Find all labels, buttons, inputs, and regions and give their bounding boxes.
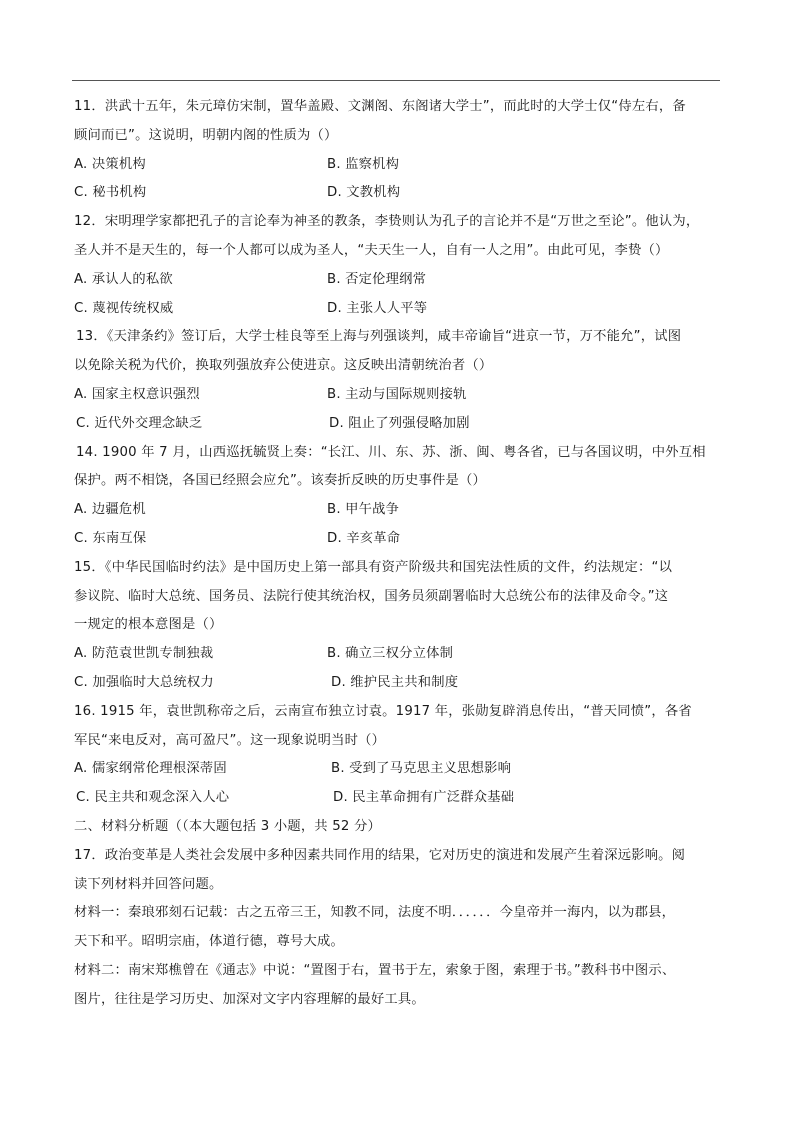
option-b: B. 否定伦理纲常: [327, 271, 427, 287]
options-row: [74, 755, 724, 784]
material-2-line: 材料二：南宋郑樵曾在《通志》中说：“置图于右，置书于左，索象于图，索理于书。”教科书中图示、: [74, 962, 676, 978]
question-11: [74, 93, 724, 208]
option-b: B. 甲午战争: [327, 502, 400, 518]
options-row: [74, 381, 724, 410]
options-row: [74, 496, 724, 525]
option-d: D. 维护民主共和制度: [331, 674, 459, 690]
question-stem-line: 13．《天津条约》签订后，大学士桂良等至上海与列强谈判，咸丰帝谕旨“进京一节，万不能允”，试图: [76, 329, 682, 345]
option-d: D. 辛亥革命: [327, 530, 401, 546]
options-row: [74, 525, 724, 554]
option-a: A. 承认人的私欲: [74, 271, 173, 287]
section-2: [74, 813, 724, 1015]
question-stem-line: 以免除关税为代价，换取列强放弃公使进京。这反映出清朝统治者（）: [74, 358, 493, 374]
page-content: [74, 93, 724, 1015]
question-stem-line: 14. 1900 年 7 月，山西巡抚毓贤上奏：“长江、川、东、苏、浙、闽、粤各省，已与各国议明，中外互相: [76, 444, 706, 460]
option-c: C. 秘书机构: [74, 185, 147, 201]
option-c: C. 民主共和观念深入人心: [76, 790, 230, 806]
question-14: [74, 439, 724, 554]
question-stem-line: 一规定的根本意图是（）: [74, 617, 223, 633]
option-a: A. 边疆危机: [74, 502, 146, 518]
question-stem-line: 16. 1915 年，袁世凯称帝之后，云南宣布独立讨袁。1917 年，张勋复辟消息传出，“普天同愤”，各省: [74, 703, 692, 719]
question-13: [74, 323, 724, 438]
question-stem-line: 参议院、临时大总统、国务员、法院行使其统治权，国务员须副署临时大总统公布的法律及命令。”这: [74, 588, 669, 604]
option-a: A. 儒家纲常伦理根深蒂固: [74, 761, 227, 777]
option-c: C. 加强临时大总统权力: [74, 674, 214, 690]
options-row: [74, 410, 724, 439]
option-b: B. 确立三权分立体制: [327, 646, 454, 662]
option-a: A. 决策机构: [74, 156, 146, 172]
option-c: C. 东南互保: [74, 530, 147, 546]
option-a: A. 国家主权意识强烈: [74, 386, 200, 402]
material-1-line: 天下和平。昭明宗庙，体道行德，尊号大成。: [74, 934, 344, 950]
option-d: D. 文教机构: [327, 185, 401, 201]
options-row: [74, 669, 724, 698]
option-a: A. 防范袁世凯专制独裁: [74, 646, 214, 662]
option-d: D. 主张人人平等: [327, 300, 428, 316]
question-16: [74, 698, 724, 813]
option-b: B. 主动与国际规则接轨: [327, 386, 467, 402]
question-stem-line: 11．洪武十五年，朱元璋仿宋制，置华盖殿、文渊阁、东阁诸大学士”，而此时的大学士仅“侍左右，备: [74, 99, 686, 114]
material-2-line: 图片，往往是学习历史、加深对文字内容理解的最好工具。: [74, 991, 425, 1007]
section-heading: 二、材料分析题（（本大题包括 3 小题，共 52 分）: [74, 818, 381, 834]
option-d: D. 阻止了列强侵略加剧: [329, 415, 470, 431]
options-row: [74, 295, 724, 324]
options-row: [74, 784, 724, 813]
question-stem-line: 军民“来电反对，高可盈尺”。这一现象说明当时（）: [74, 732, 386, 748]
option-d: D. 民主革命拥有广泛群众基础: [333, 790, 515, 806]
options-row: [74, 179, 724, 208]
option-b: B. 受到了马克思主义思想影响: [331, 761, 512, 777]
options-row: [74, 640, 724, 669]
options-row: [74, 151, 724, 180]
question-15: [74, 554, 724, 698]
question-stem-line: 15．《中华民国临时约法》是中国历史上第一部具有资产阶级共和国宪法性质的文件，约法规定：“以: [74, 559, 673, 575]
question-stem-line: 12．宋明理学家都把孔子的言论奉为神圣的教条，李贽则认为孔子的言论并不是“万世之至论”。他认为，: [74, 214, 700, 230]
question-stem-line: 顾问而已”。这说明，明朝内阁的性质为（）: [74, 127, 338, 143]
header-rule: [72, 80, 720, 81]
option-c: C. 近代外交理念缺乏: [76, 415, 203, 431]
options-row: [74, 266, 724, 295]
question-17-line: 读下列材料并回答问题。: [74, 876, 223, 892]
option-c: C. 蔑视传统权威: [74, 300, 174, 316]
question-12: [74, 208, 724, 323]
option-b: B. 监察机构: [327, 156, 400, 172]
question-stem-line: 圣人并不是天生的，每一个人都可以成为圣人，“夫天生一人，自有一人之用”。由此可见，李贽（）: [74, 242, 669, 258]
material-1-line: 材料一：秦琅邪刻石记载：古之五帝三王，知教不同，法度不明．．．．．．今皇帝并一海内，以为郡县，: [74, 905, 676, 921]
question-stem-line: 保护。两不相饶，各国已经照会应允”。该奏折反映的历史事件是（）: [74, 473, 486, 489]
question-17-line: 17．政治变革是人类社会发展中多种因素共同作用的结果，它对历史的演进和发展产生着深远影响。阅: [74, 847, 686, 863]
